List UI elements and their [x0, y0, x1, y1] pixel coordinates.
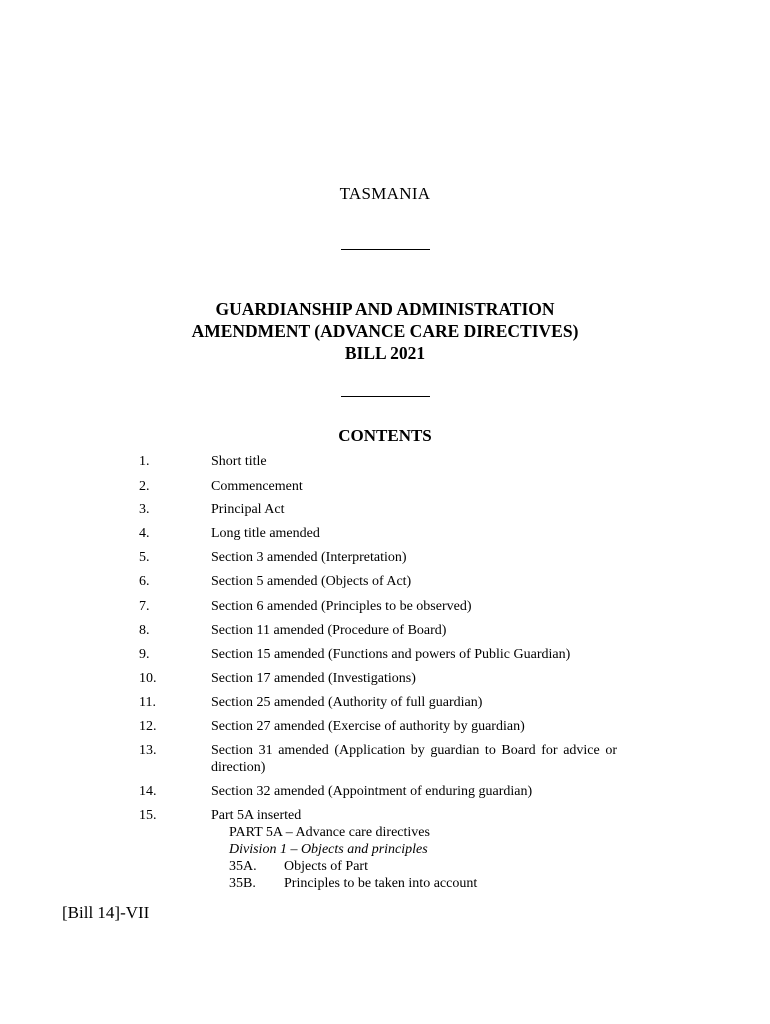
contents-item-number: 2. — [139, 479, 150, 494]
contents-item-text: Short title — [211, 454, 267, 469]
contents-item-number: 3. — [139, 502, 150, 517]
contents-item-text: Section 15 amended (Functions and powers of Public Guardian) — [211, 647, 571, 662]
part-heading: PART 5A – Advance care directives — [229, 825, 430, 840]
separator-rule-top — [341, 249, 430, 250]
contents-item-number: 6. — [139, 574, 150, 589]
bill-title-line-1: GUARDIANSHIP AND ADMINISTRATION — [215, 299, 555, 319]
contents-item-text: Section 32 amended (Appointment of enduring guardian) — [211, 784, 533, 799]
section-title: Principles to be taken into account — [284, 876, 478, 891]
division-heading: Division 1 – Objects and principles — [229, 842, 428, 857]
contents-item-number: 10. — [139, 671, 157, 686]
bill-title — [0, 298, 770, 364]
jurisdiction-title: TASMANIA — [339, 184, 431, 203]
contents-heading: CONTENTS — [338, 426, 432, 445]
contents-item-text: Section 27 amended (Exercise of authority by guardian) — [211, 719, 525, 734]
contents-item-text: Principal Act — [211, 502, 285, 517]
contents-item-text: Section 17 amended (Investigations) — [211, 671, 416, 686]
contents-item-number: 9. — [139, 647, 150, 662]
contents-item-number: 7. — [139, 599, 150, 614]
contents-item-number: 5. — [139, 550, 150, 565]
separator-rule-bottom — [341, 396, 430, 397]
contents-item-text: Section 25 amended (Authority of full guardian) — [211, 695, 483, 710]
section-number: 35B. — [229, 876, 256, 891]
contents-item-number: 15. — [139, 808, 157, 823]
contents-item-text: Commencement — [211, 479, 303, 494]
contents-item-number: 11. — [139, 695, 156, 710]
bill-reference: [Bill 14]-VII — [62, 903, 150, 922]
contents-item-number: 12. — [139, 719, 157, 734]
contents-item-text: Section 5 amended (Objects of Act) — [211, 574, 412, 589]
contents-item-text: Section 3 amended (Interpretation) — [211, 550, 407, 565]
contents-item-number: 8. — [139, 623, 150, 638]
contents-item-text: Long title amended — [211, 526, 320, 541]
section-number: 35A. — [229, 859, 257, 874]
contents-item-number: 13. — [139, 743, 157, 758]
bill-title-line-2: AMENDMENT (ADVANCE CARE DIRECTIVES) — [191, 321, 579, 341]
contents-item-text: Section 6 amended (Principles to be observed) — [211, 599, 472, 614]
contents-item-text: Part 5A inserted — [211, 808, 302, 823]
bill-title-line-3: BILL 2021 — [344, 343, 426, 363]
contents-item-number: 14. — [139, 784, 157, 799]
contents-item-number: 4. — [139, 526, 150, 541]
section-title: Objects of Part — [284, 859, 368, 874]
contents-item-text: Section 11 amended (Procedure of Board) — [211, 623, 447, 638]
contents-item-number: 1. — [139, 454, 150, 469]
contents-item-text: Section 31 amended (Application by guardian to Board for advice or direction) — [211, 743, 617, 775]
